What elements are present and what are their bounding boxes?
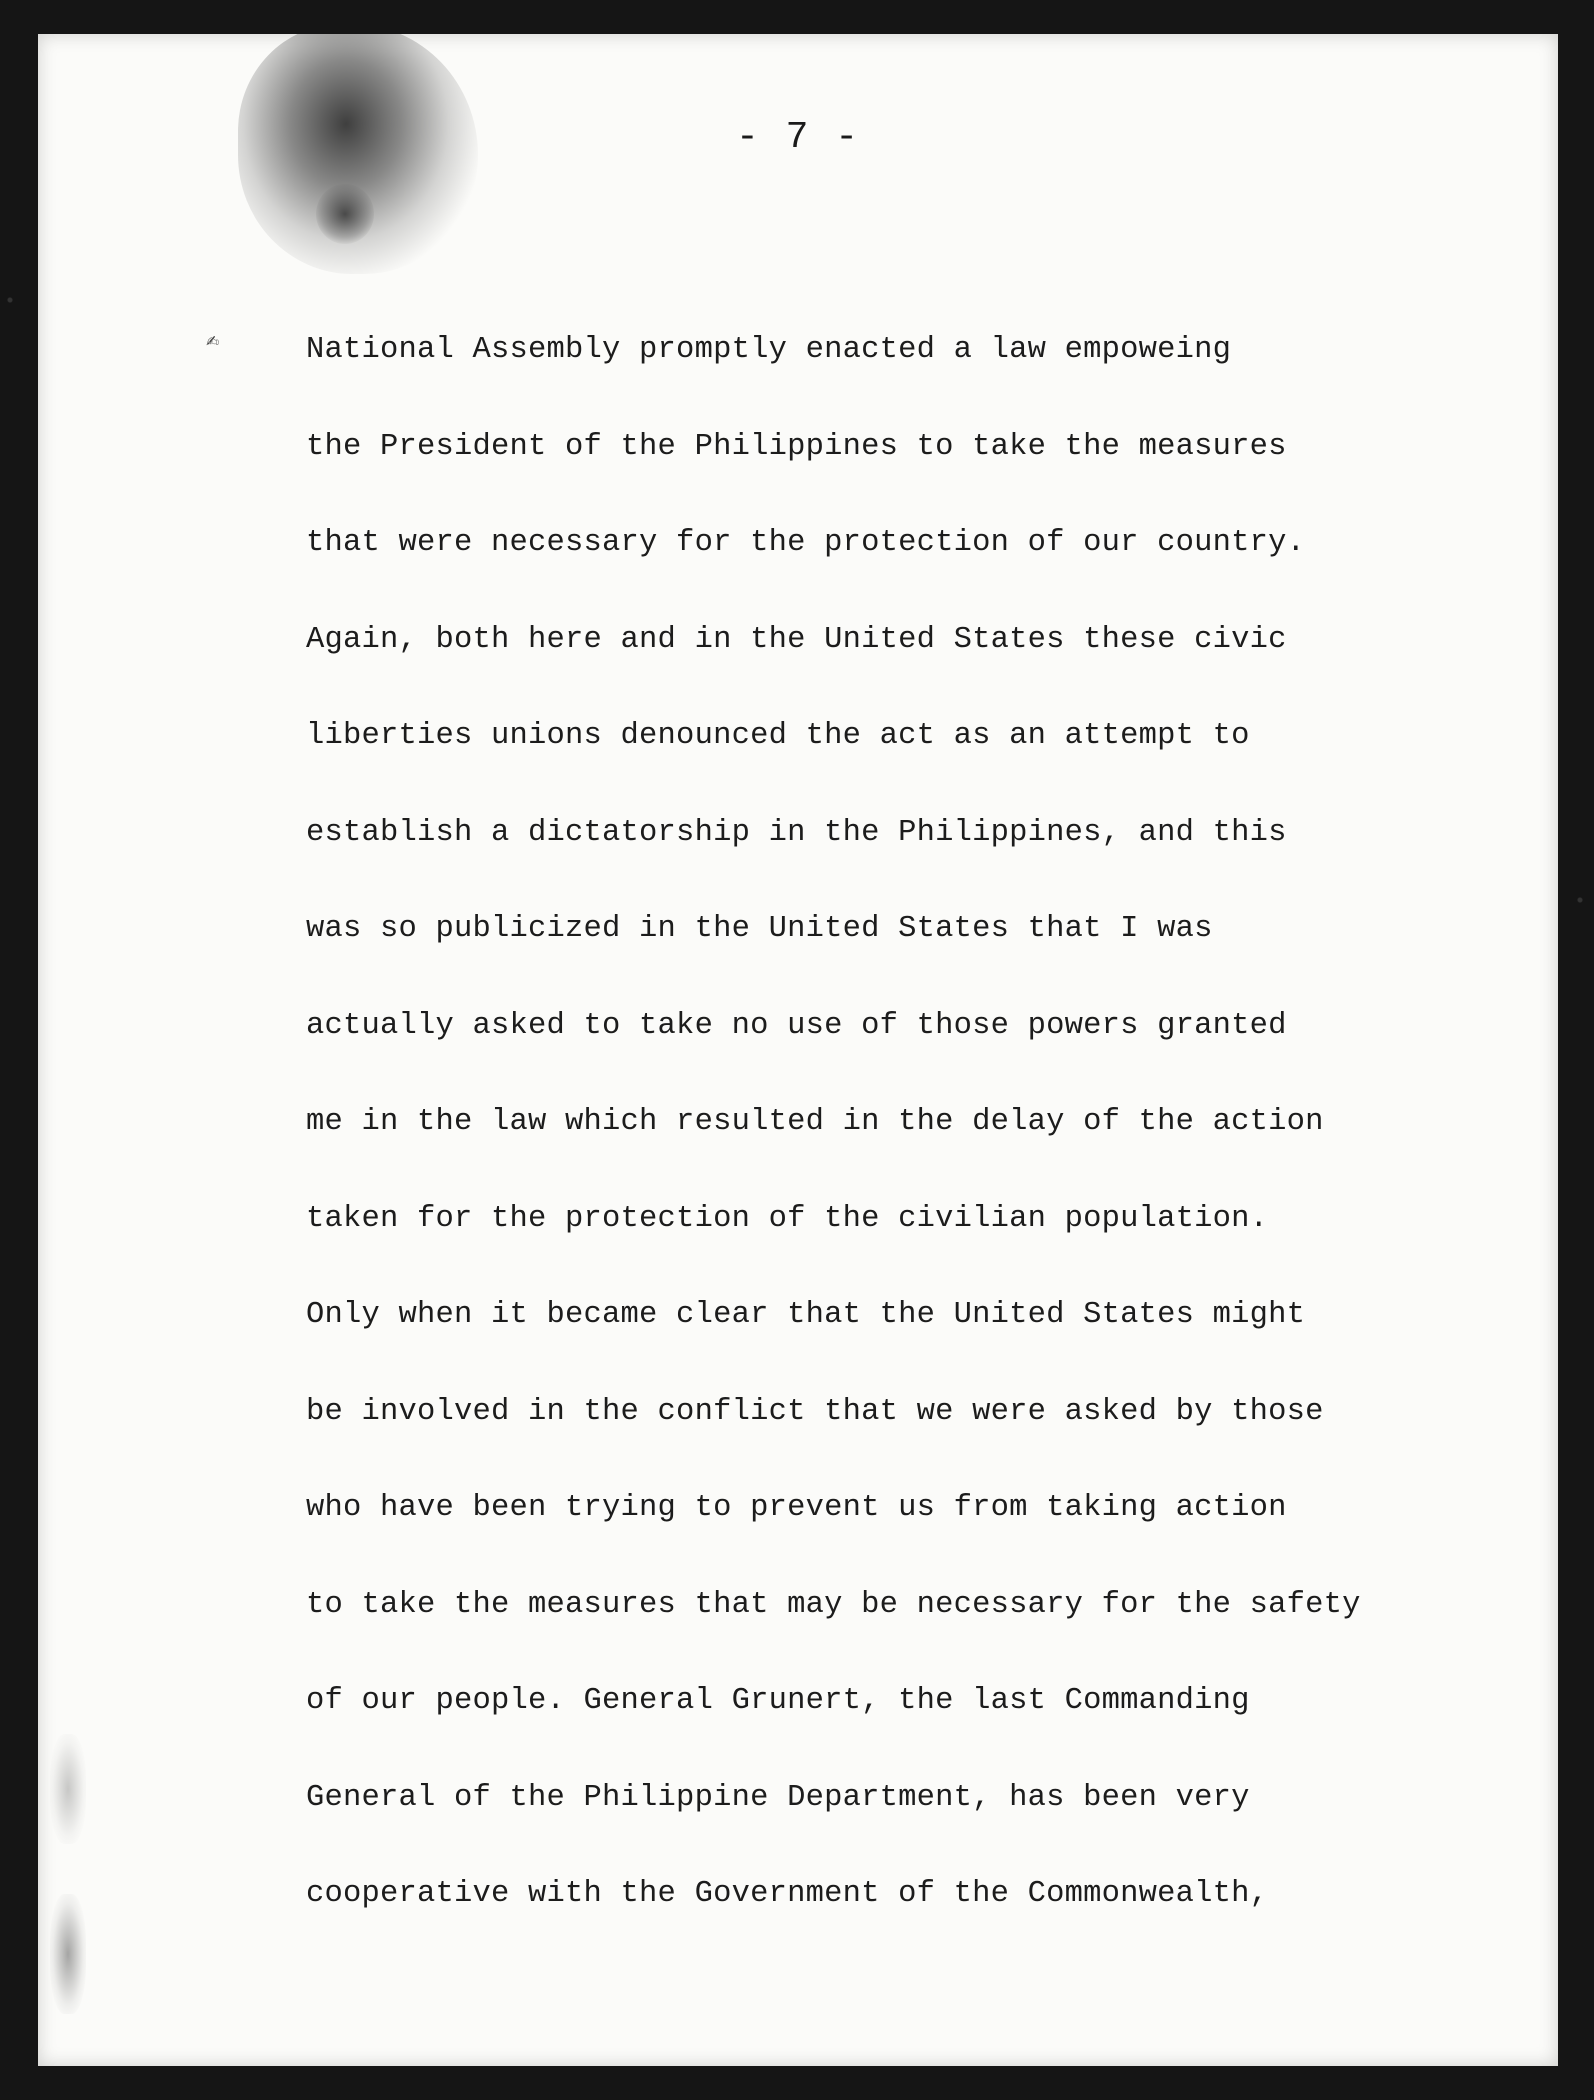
document-page [38, 34, 1558, 2066]
text-line: Only when it became clear that the United States might [306, 1298, 1306, 1332]
text-line: me in the law which resulted in the delay of the action [306, 1105, 1324, 1139]
text-line: was so publicized in the United States that I was [306, 912, 1213, 946]
text-line: the President of the Philippines to take the measures [306, 429, 1287, 464]
text-line: liberties unions denounced the act as an attempt to [306, 719, 1250, 753]
text-line: cooperative with the Government of the Commonwealth, [306, 1877, 1269, 1911]
typewritten-body [306, 330, 1426, 1971]
text-line: of our people. General Grunert, the last Commanding [306, 1684, 1250, 1718]
text-line: actually asked to take no use of those powers granted [306, 1008, 1287, 1043]
margin-handwritten-mark-icon: ✍ [206, 329, 220, 354]
text-line: National Assembly promptly enacted a law empoweing [306, 333, 1232, 367]
text-line: establish a dictatorship in the Philippines, and this [306, 815, 1287, 850]
left-edge-smudge [50, 1734, 86, 1844]
left-edge-smudge [50, 1894, 86, 2014]
text-line: that were necessary for the protection of our country. [306, 526, 1306, 560]
text-line: taken for the protection of the civilian population. [306, 1201, 1269, 1236]
ink-drip [316, 184, 374, 244]
text-line: Again, both here and in the United States these civic [306, 622, 1287, 657]
text-line: to take the measures that may be necessary for the safety [306, 1587, 1361, 1622]
text-line: General of the Philippine Department, has been very [306, 1780, 1250, 1815]
text-line: be involved in the conflict that we were asked by those [306, 1394, 1324, 1429]
text-line: who have been trying to prevent us from taking action [306, 1491, 1287, 1525]
page-number: - 7 - [735, 116, 861, 159]
